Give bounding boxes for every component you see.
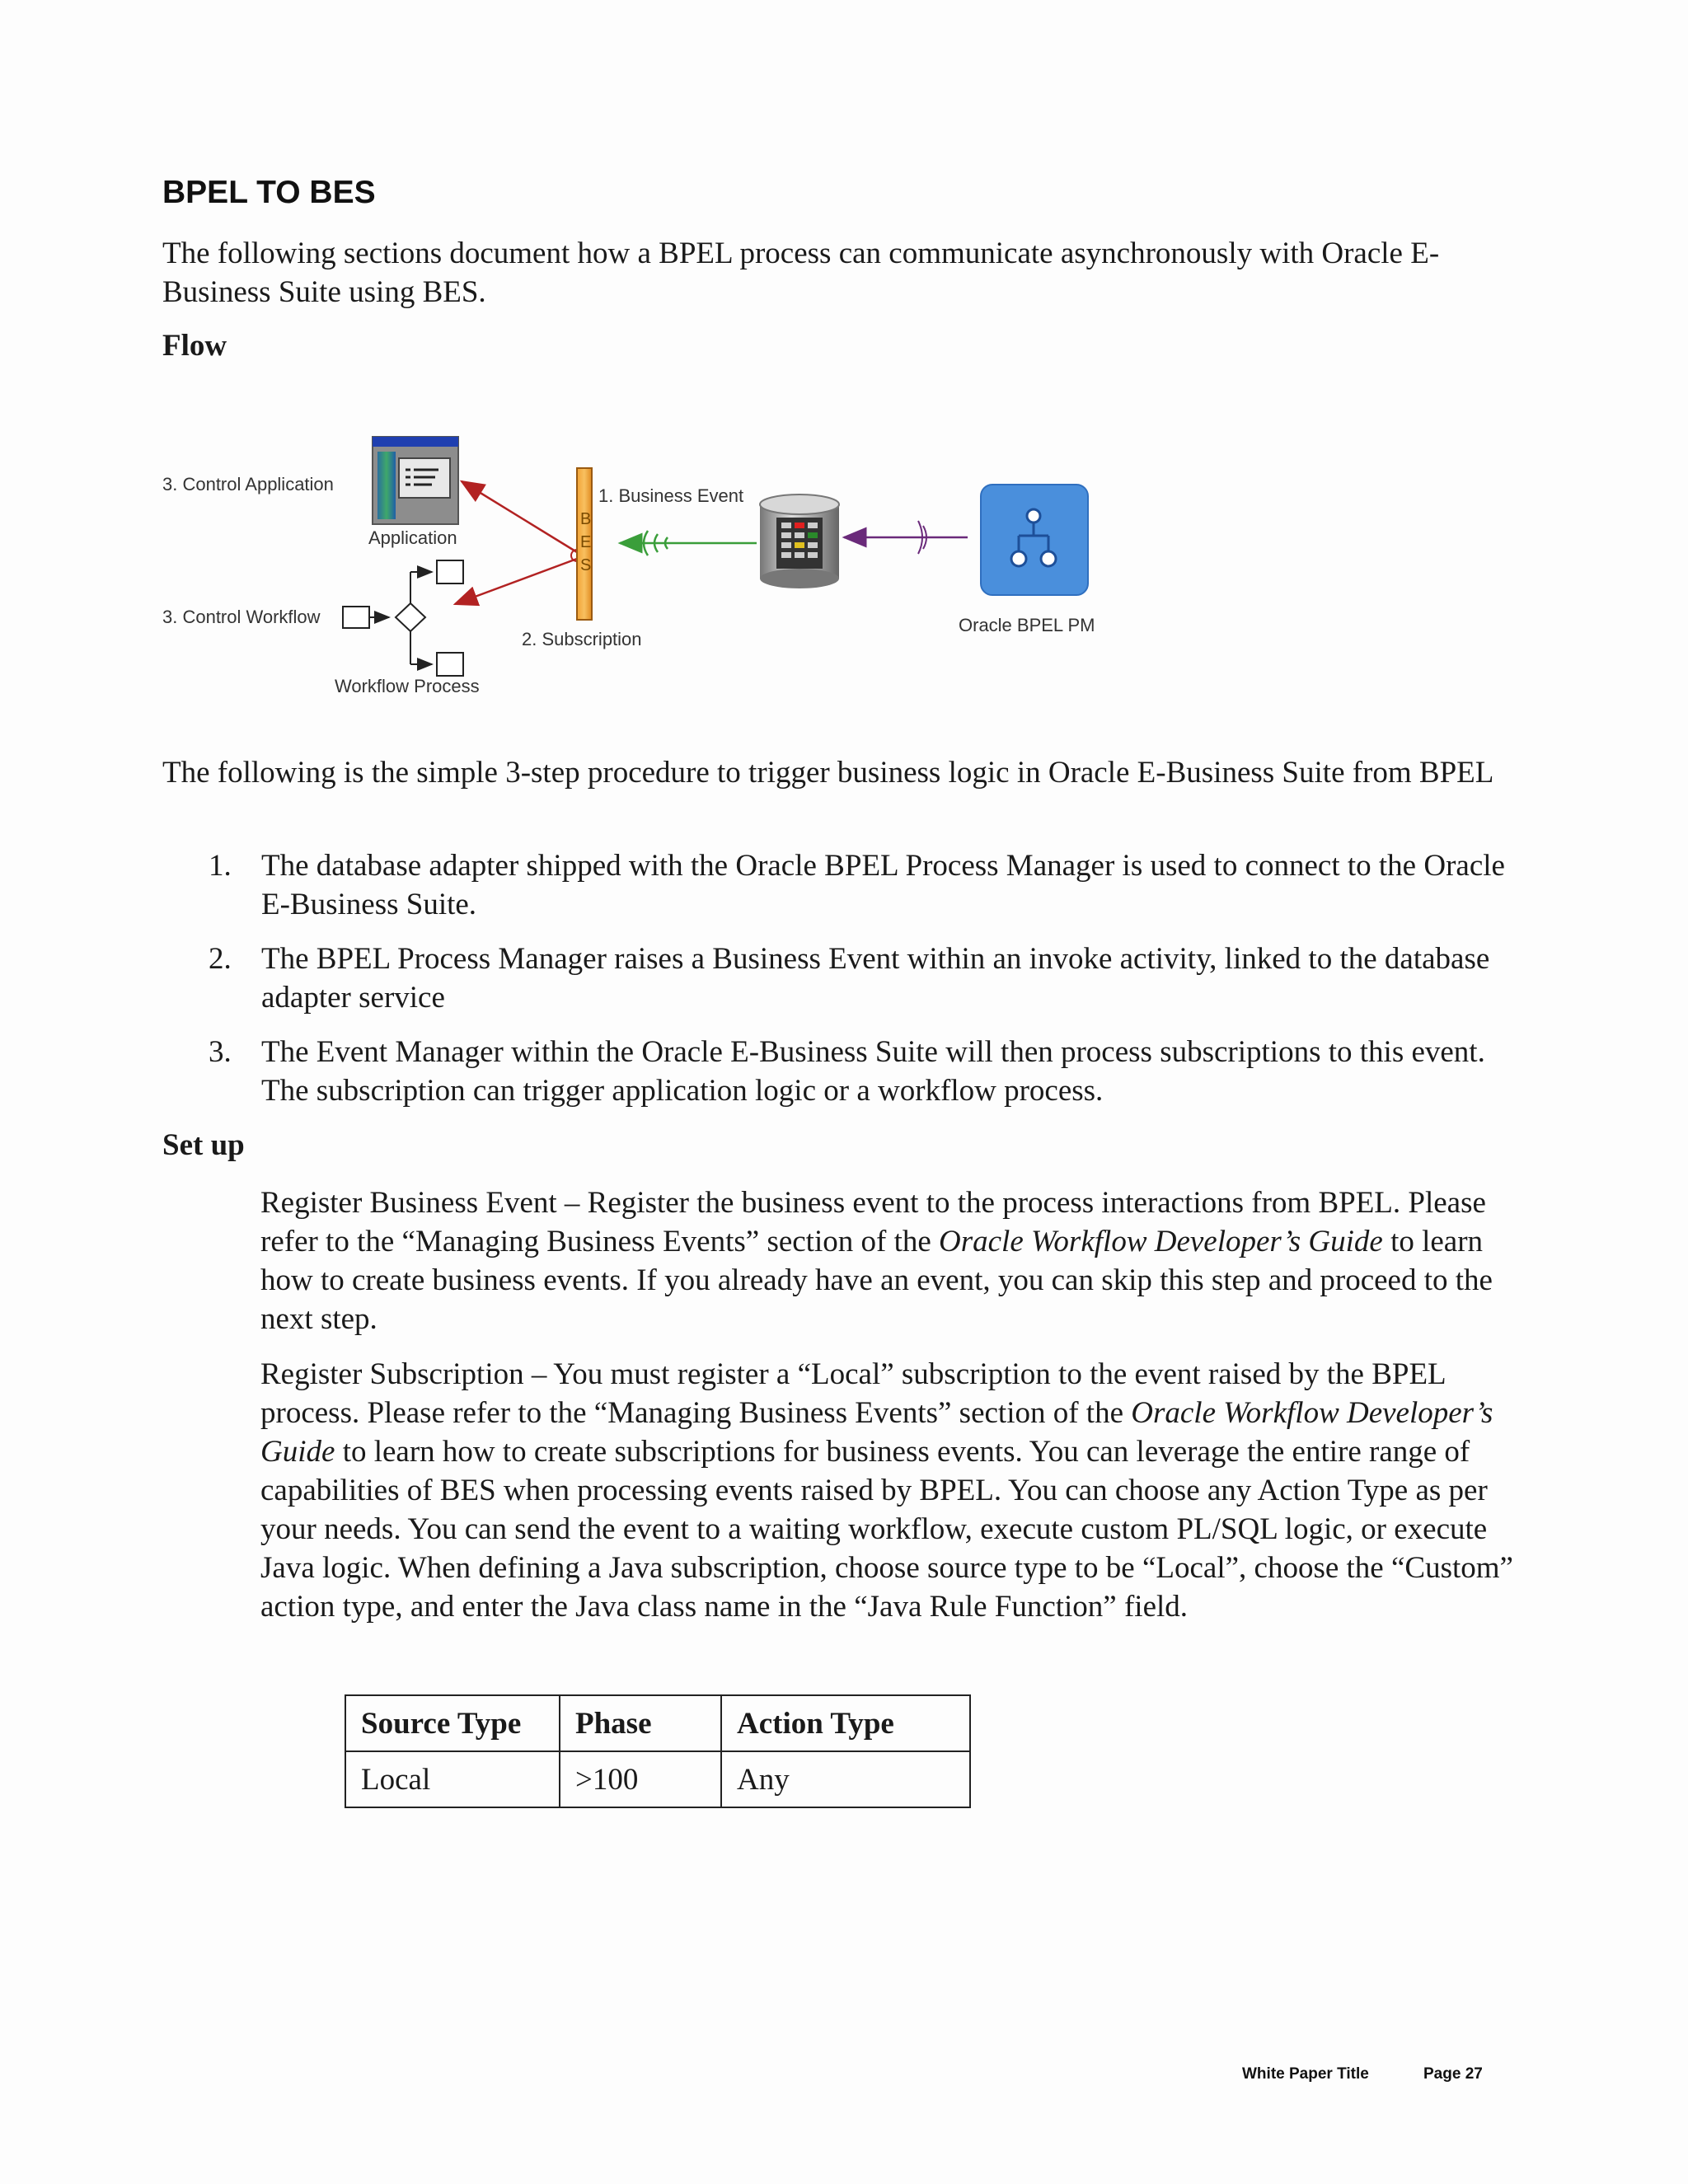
oracle-bpel-pm-label: Oracle BPEL PM: [959, 615, 1095, 635]
flow-diagram: [0, 412, 1688, 725]
guide-title: Oracle Workflow Developer’s Guide: [939, 1225, 1383, 1258]
table-row: [345, 1751, 970, 1807]
application-label: Application: [368, 527, 457, 548]
footer-title: White Paper Title: [1242, 2065, 1369, 2083]
workflow-process-label: Workflow Process: [335, 676, 480, 696]
header-source-type: Source Type: [345, 1695, 560, 1751]
table-header-row: [345, 1695, 970, 1751]
subscription-label: 2. Subscription: [522, 629, 642, 649]
bes-letter-s: S: [580, 556, 592, 574]
step-text: The database adapter shipped with the Oracle BPEL Process Manager is used to connect to the Oracle E-Business Suite.: [261, 849, 1505, 921]
procedure-intro: The following is the simple 3-step procedure to trigger business logic in Oracle E-Business Suite from BPEL: [162, 756, 1494, 790]
business-event-label: 1. Business Event: [598, 485, 744, 506]
step-number: 3.: [209, 1035, 232, 1069]
intro-paragraph: The following sections document how a BPEL process can communicate asynchronously with Oracle E-Business Suite using BES.: [162, 237, 1440, 309]
cell-action-type: Any: [721, 1751, 970, 1807]
bes-letter-b: B: [580, 510, 592, 528]
list-item: [202, 1033, 1537, 1110]
guide-title: Oracle Workflow Developer’s Guide: [260, 1396, 1493, 1469]
application-window-icon: [373, 437, 458, 524]
footer-page-number: Page 27: [1423, 2065, 1483, 2083]
oracle-bpel-pm-icon: [981, 485, 1088, 595]
workflow-process-icon: [343, 560, 463, 676]
steps-list: [202, 846, 1537, 1126]
subscription-table: [345, 1694, 971, 1808]
control-application-arrow: [462, 481, 577, 552]
section-heading: BPEL TO BES: [162, 175, 376, 210]
control-workflow-arrow: [455, 559, 577, 604]
cell-source-type: Local: [345, 1751, 560, 1807]
bes-letter-e: E: [580, 533, 592, 551]
list-item: [202, 846, 1537, 924]
header-action-type: Action Type: [721, 1695, 970, 1751]
register-subscription-paragraph: Register Subscription – You must register a “Local” subscription to the event raised by the BPEL process. Please refer to the “Managing Business Events” section of the Oracle Workflow Developer’s Guide to learn how to create subscriptions for business events. You can leverage the entire range of capabilities of BES when processing events raised by BPEL. You can choose any Action Type as per your needs. You can send the event to a waiting workflow, execute custom PL/SQL logic, or execute Java logic. When defining a Java subscription, choose source type to be “Local”, choose the “Custom” action type, and enter the Java class name in the “Java Rule Function” field.: [260, 1357, 1513, 1624]
register-event-paragraph: Register Business Event – Register the business event to the process interactions from BPEL. Please refer to the “Managing Business Events” section of the Oracle Workflow Developer’s Guide to learn how to create business events. If you already have an event, you can skip this step and proceed to the next step.: [260, 1186, 1493, 1336]
step-text: The Event Manager within the Oracle E-Business Suite will then process subscriptions to this event. The subscription can trigger application logic or a workflow process.: [261, 1035, 1485, 1108]
cell-phase: >100: [560, 1751, 721, 1807]
step-number: 2.: [209, 942, 232, 976]
step-text: The BPEL Process Manager raises a Business Event within an invoke activity, linked to the database adapter service: [261, 942, 1490, 1015]
flow-heading: Flow: [162, 329, 227, 363]
header-phase: Phase: [560, 1695, 721, 1751]
list-item: [202, 940, 1537, 1017]
control-application-label: 3. Control Application: [162, 474, 334, 494]
setup-heading: Set up: [162, 1128, 245, 1162]
database-icon: [760, 494, 839, 588]
step-number: 1.: [209, 849, 232, 883]
control-workflow-label: 3. Control Workflow: [162, 607, 321, 627]
